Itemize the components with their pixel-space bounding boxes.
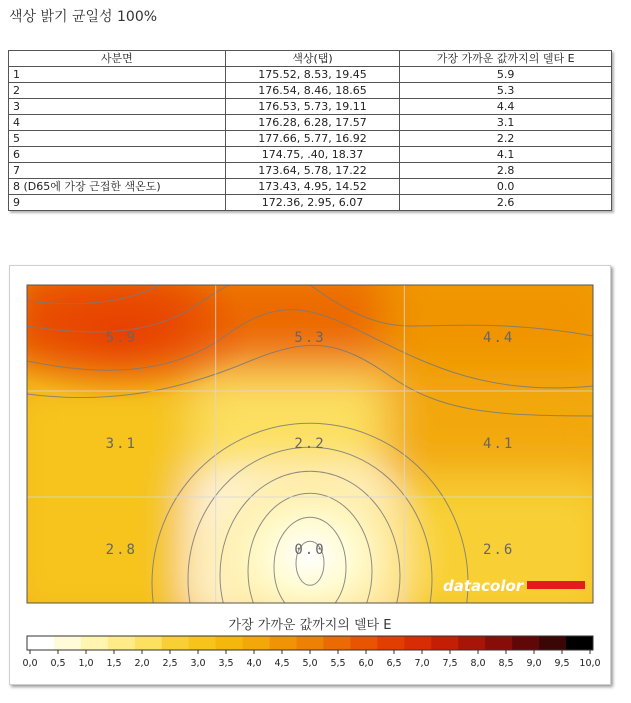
cell-color: 176.53, 5.73, 19.11	[225, 99, 400, 115]
colorbar-tick-label: 0,0	[22, 658, 38, 669]
cell-color: 173.43, 4.95, 14.52	[225, 179, 400, 195]
colorbar-tick-label: 1,5	[106, 658, 122, 669]
cell-delta-e: 5.9	[400, 67, 612, 83]
cell-color: 176.28, 6.28, 17.57	[225, 115, 400, 131]
column-header-delta-e: 가장 가까운 값까지의 델타 E	[400, 51, 612, 67]
cell-quadrant: 5	[9, 131, 226, 147]
colorbar-segment	[431, 636, 458, 650]
colorbar-tick-label: 7,5	[442, 658, 458, 669]
colorbar-tick-label: 4,5	[274, 658, 290, 669]
colorbar-tick-label: 0,5	[50, 658, 66, 669]
cell-quadrant: 4	[9, 115, 226, 131]
colorbar-tick-label: 6,0	[358, 658, 374, 669]
cell-quadrant: 2	[9, 83, 226, 99]
colorbar-tick-label: 8,5	[498, 658, 514, 669]
table-row	[9, 83, 612, 99]
cell-value-label: 2.2	[294, 436, 326, 452]
table-row	[9, 67, 612, 83]
cell-delta-e: 3.1	[400, 115, 612, 131]
cell-delta-e: 0.0	[400, 179, 612, 195]
colorbar-segment	[297, 636, 324, 650]
cell-value-label: 4.1	[483, 436, 515, 452]
cell-delta-e: 4.1	[400, 147, 612, 163]
column-header-quadrant: 사분면	[9, 51, 226, 67]
watermark-bar	[527, 581, 585, 589]
colorbar-tick-label: 5,5	[330, 658, 346, 669]
cell-delta-e: 2.2	[400, 131, 612, 147]
colorbar-tick-label: 2,5	[162, 658, 178, 669]
colorbar-segment	[485, 636, 512, 650]
chart-card	[9, 265, 611, 685]
cell-color: 177.66, 5.77, 16.92	[225, 131, 400, 147]
cell-quadrant: 8 (D65에 가장 근접한 색온도)	[9, 179, 226, 195]
page-title: 색상 밝기 균일성 100%	[9, 9, 158, 25]
cell-color: 174.75, .40, 18.37	[225, 147, 400, 163]
colorbar-segment	[27, 636, 54, 650]
colorbar-segment	[323, 636, 350, 650]
cell-quadrant: 1	[9, 67, 226, 83]
cell-color: 176.54, 8.46, 18.65	[225, 83, 400, 99]
table-row	[9, 179, 612, 195]
uniformity-heatmap	[10, 266, 610, 684]
cell-color: 172.36, 2.95, 6.07	[225, 195, 400, 211]
cell-value-label: 3.1	[105, 436, 137, 452]
colorbar-segment	[243, 636, 270, 650]
cell-quadrant: 9	[9, 195, 226, 211]
colorbar-tick-label: 8,0	[470, 658, 486, 669]
colorbar-segment	[566, 636, 593, 650]
cell-value-label: 2.6	[483, 542, 515, 558]
cell-value-label: 5.9	[105, 330, 137, 346]
colorbar-tick-label: 4,0	[246, 658, 262, 669]
colorbar-segment	[54, 636, 81, 650]
colorbar-tick-label: 2,0	[134, 658, 150, 669]
colorbar-segment	[216, 636, 243, 650]
cell-delta-e: 4.4	[400, 99, 612, 115]
colorbar-tick-label: 5,0	[302, 658, 318, 669]
colorbar-tick-label: 3,0	[190, 658, 206, 669]
colorbar-segment	[189, 636, 216, 650]
table-row	[9, 115, 612, 131]
cell-delta-e: 2.8	[400, 163, 612, 179]
datacolor-watermark: datacolor	[443, 577, 524, 595]
colorbar-tick-label: 9,0	[526, 658, 542, 669]
cell-quadrant: 3	[9, 99, 226, 115]
table-row	[9, 99, 612, 115]
colorbar-segment	[377, 636, 404, 650]
table-header-row	[9, 51, 612, 67]
colorbar-tick-label: 7,0	[414, 658, 430, 669]
cell-value-label: 2.8	[105, 542, 137, 558]
colorbar-segment	[135, 636, 162, 650]
colorbar-tick-label: 10,0	[579, 658, 601, 669]
colorbar-title: 가장 가까운 값까지의 델타 E	[228, 618, 392, 633]
colorbar-segment	[404, 636, 431, 650]
colorbar-segment	[81, 636, 108, 650]
cell-delta-e: 2.6	[400, 195, 612, 211]
colorbar-segment	[270, 636, 297, 650]
colorbar-segment	[539, 636, 566, 650]
cell-quadrant: 6	[9, 147, 226, 163]
colorbar-tick-label: 3,5	[218, 658, 234, 669]
cell-value-label: 4.4	[483, 330, 515, 346]
cell-value-label: 0.0	[294, 542, 326, 558]
uniformity-table	[8, 50, 612, 211]
cell-delta-e: 5.3	[400, 83, 612, 99]
colorbar-tick-label: 6,5	[386, 658, 402, 669]
colorbar-segment	[512, 636, 539, 650]
cell-quadrant: 7	[9, 163, 226, 179]
colorbar-segment	[162, 636, 189, 650]
table-row	[9, 147, 612, 163]
column-header-color: 색상(탭)	[225, 51, 400, 67]
colorbar-segment	[458, 636, 485, 650]
colorbar-tick-label: 1,0	[78, 658, 94, 669]
table-row	[9, 195, 612, 211]
cell-color: 175.52, 8.53, 19.45	[225, 67, 400, 83]
colorbar-segment	[350, 636, 377, 650]
colorbar-tick-label: 9,5	[554, 658, 570, 669]
colorbar-segment	[108, 636, 135, 650]
table-row	[9, 163, 612, 179]
table-row	[9, 131, 612, 147]
cell-color: 173.64, 5.78, 17.22	[225, 163, 400, 179]
cell-value-label: 5.3	[294, 330, 326, 346]
